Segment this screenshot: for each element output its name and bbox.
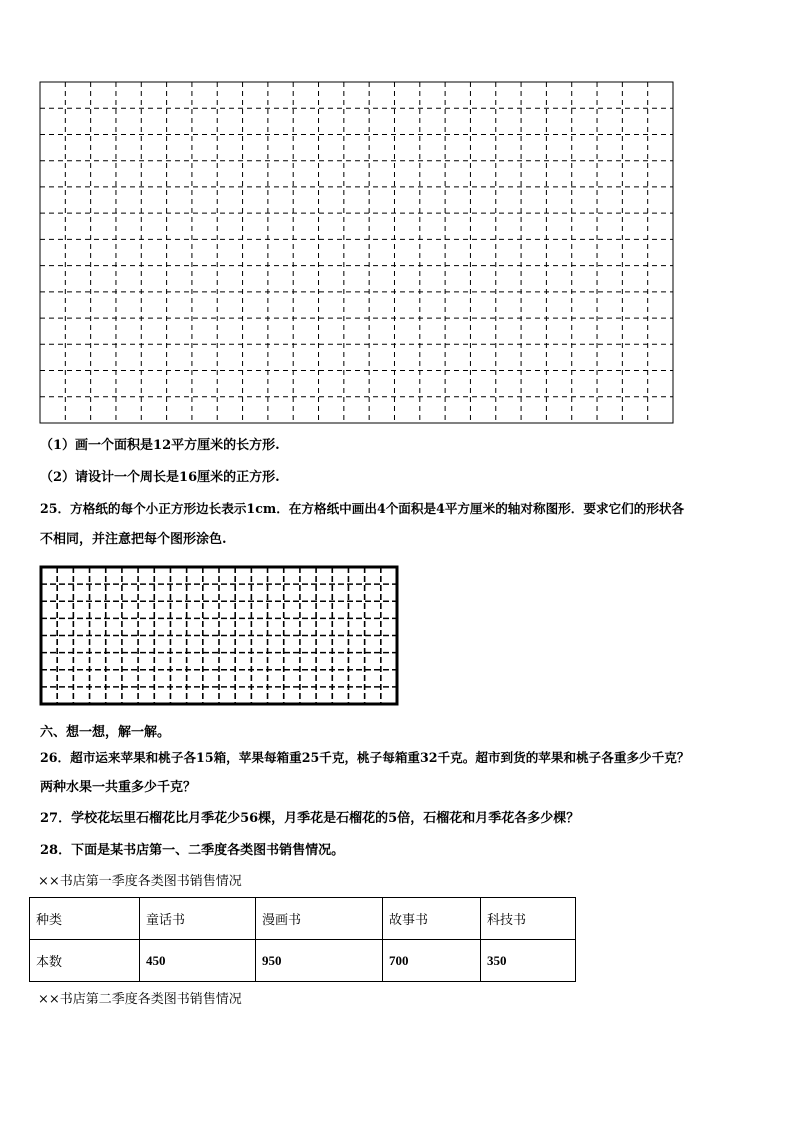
section-six-title: 六、想一想，解一解。 — [40, 725, 171, 740]
table1-title: ××书店第一季度各类图书销售情况 — [38, 874, 242, 889]
q26-line1: 26．超市运来苹果和桃子各15箱，苹果每箱重25千克，桃子每箱重32千克。超市到货的苹果和桃子各重多少千克？ — [40, 750, 690, 765]
q25-line1: 25．方格纸的每个小正方形边长表示1cm．在方格纸中画出4个面积是4平方厘米的轴对称图形．要求它们的形状各 — [40, 501, 685, 516]
q24-part1: （1）画一个面积是12平方厘米的长方形. — [40, 438, 280, 453]
table-cell: 450 — [140, 940, 256, 982]
table-cell: 700 — [383, 940, 481, 982]
q26-line2: 两种水果一共重多少千克？ — [40, 780, 197, 795]
table-header-cell: 童话书 — [140, 898, 256, 940]
q27-text: 27．学校花坛里石榴花比月季花少56棵，月季花是石榴花的5倍，石榴花和月季花各多少棵？ — [40, 811, 580, 826]
q28-text: 28．下面是某书店第一、二季度各类图书销售情况。 — [40, 843, 345, 858]
q24-part2: （2）请设计一个周长是16厘米的正方形. — [40, 470, 280, 485]
q25-line2: 不相同，并注意把每个图形涂色. — [40, 532, 227, 547]
table-row-label: 本数 — [30, 940, 140, 982]
table-cell: 350 — [481, 940, 576, 982]
sales-table-q1 — [29, 897, 576, 982]
table-row — [30, 940, 576, 982]
table-header-cell: 科技书 — [481, 898, 576, 940]
table-header-cell: 种类 — [30, 898, 140, 940]
table2-title: ××书店第二季度各类图书销售情况 — [38, 992, 242, 1007]
table-header-cell: 漫画书 — [256, 898, 383, 940]
table-row — [30, 898, 576, 940]
table-header-cell: 故事书 — [383, 898, 481, 940]
table-cell: 950 — [256, 940, 383, 982]
